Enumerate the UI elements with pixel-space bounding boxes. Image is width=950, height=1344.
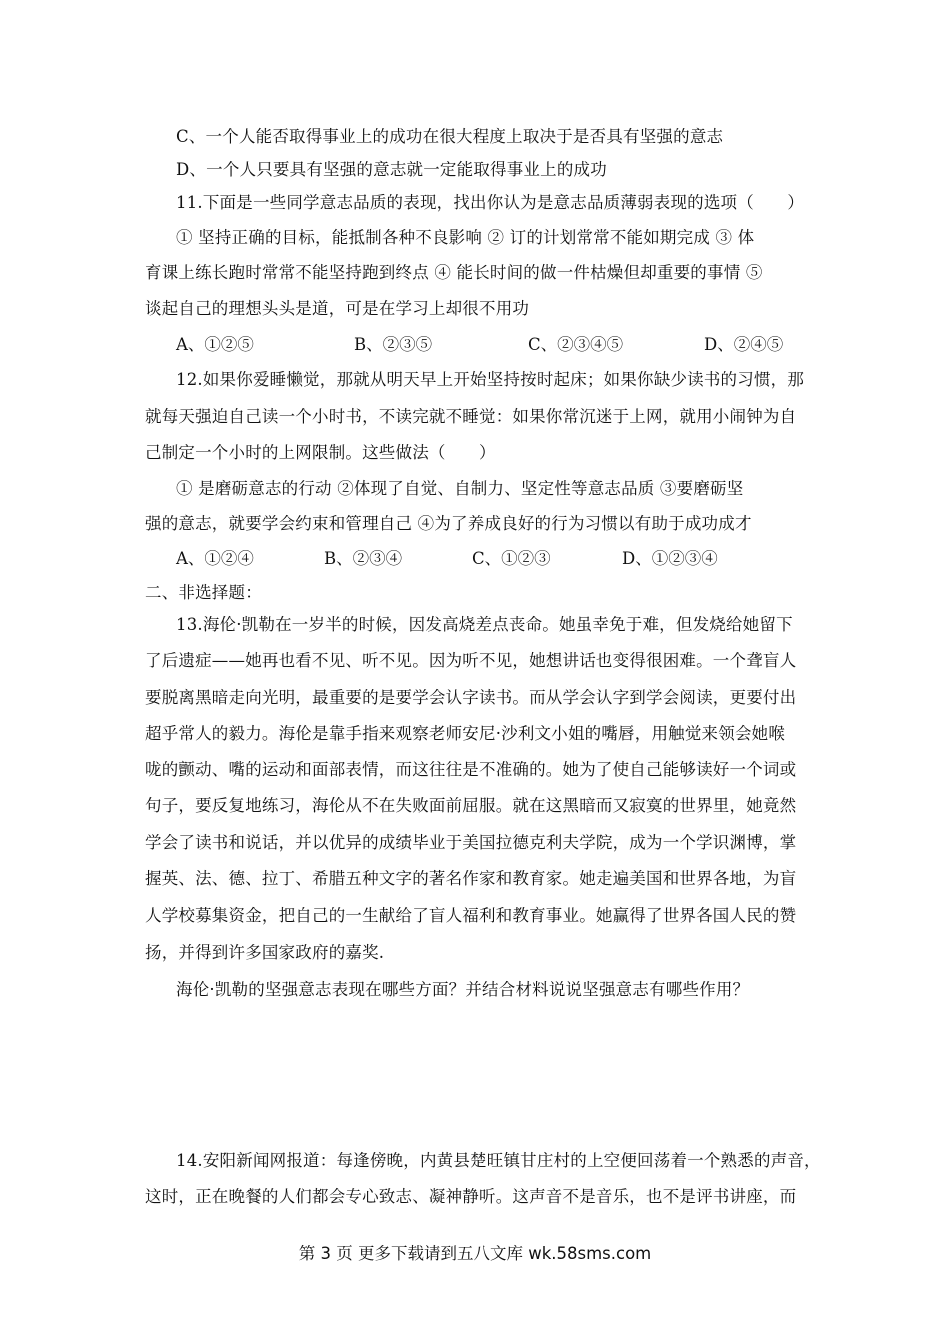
q14-material-line: 14.安阳新闻网报道：每逢傍晚，内黄县楚旺镇甘庄村的上空便回荡着一个熟悉的声音， <box>176 1151 821 1170</box>
q13-question: 海伦·凯勒的坚强意志表现在哪些方面？并结合材料说说坚强意志有哪些作用？ <box>176 980 750 999</box>
q13-material-line: 握英、法、德、拉丁、希腊五种文字的著名作家和教育家。她走遍美国和世界各地，为盲 <box>145 869 797 888</box>
q11-option-d: D、②④⑤ <box>704 335 784 354</box>
q11-option-a: A、①②⑤ <box>176 335 254 354</box>
q12-option-c: C、①②③ <box>472 549 551 568</box>
q13-material-line: 咙的颤动、嘴的运动和面部表情，而这往往是不准确的。她为了使自己能够读好一个词或 <box>145 760 797 779</box>
q12-stem-line: 12.如果你爱睡懒觉，那就从明天早上开始坚持按时起床；如果你缺少读书的习惯，那 <box>176 370 805 389</box>
q11-stem: 11.下面是一些同学意志品质的表现，找出你认为是意志品质薄弱表现的选项（ ） <box>176 193 805 212</box>
q12-statement-line: ① 是磨砺意志的行动 ②体现了自觉、自制力、坚定性等意志品质 ③要磨砺坚 <box>176 479 744 498</box>
q11-statement-line: ① 坚持正确的目标，能抵制各种不良影响 ② 订的计划常常不能如期完成 ③ 体 <box>176 228 755 247</box>
q12-option-b: B、②③④ <box>324 549 403 568</box>
q12-statement-line: 强的意志，就要学会约束和管理自己 ④为了养成良好的行为习惯以有助于成功成才 <box>145 514 752 533</box>
q12-option-d: D、①②③④ <box>622 549 718 568</box>
q12-stem-line: 就每天强迫自己读一个小时书，不读完就不睡觉：如果你常沉迷于上网，就用小闹钟为自 <box>145 407 797 426</box>
section-heading: 二、非选择题： <box>145 583 262 602</box>
q13-material-line: 扬，并得到许多国家政府的嘉奖. <box>145 943 385 962</box>
q11-statement-line: 谈起自己的理想头头是道，可是在学习上却很不用功 <box>145 299 530 318</box>
q13-material-line: 13.海伦·凯勒在一岁半的时候，因发高烧差点丧命。她虽幸免于难，但发烧给她留下 <box>176 615 793 634</box>
q13-material-line: 了后遗症——她再也看不见、听不见。因为听不见，她想讲话也变得很困难。一个聋盲人 <box>145 651 797 670</box>
q13-material-line: 人学校募集资金，把自己的一生献给了盲人福利和教育事业。她赢得了世界各国人民的赞 <box>145 906 797 925</box>
q10-option-d: D、一个人只要具有坚强的意志就一定能取得事业上的成功 <box>176 160 607 179</box>
q14-material-line: 这时，正在晚餐的人们都会专心致志、凝神静听。这声音不是音乐，也不是评书讲座，而 <box>145 1187 797 1206</box>
q11-option-c: C、②③④⑤ <box>528 335 624 354</box>
q11-option-b: B、②③⑤ <box>354 335 433 354</box>
q12-option-a: A、①②④ <box>176 549 254 568</box>
q13-material-line: 超乎常人的毅力。海伦是靠手指来观察老师安尼·沙利文小姐的嘴唇，用触觉来领会她喉 <box>145 724 786 743</box>
q10-option-c: C、一个人能否取得事业上的成功在很大程度上取决于是否具有坚强的意志 <box>176 127 724 146</box>
q11-statement-line: 育课上练长跑时常常不能坚持跑到终点 ④ 能长时间的做一件枯燥但却重要的事情 ⑤ <box>145 263 763 282</box>
q13-material-line: 学会了读书和说话，并以优异的成绩毕业于美国拉德克利夫学院，成为一个学识渊博，掌 <box>145 833 797 852</box>
q12-stem-line: 己制定一个小时的上网限制。这些做法（ ） <box>145 443 496 462</box>
q13-material-line: 要脱离黑暗走向光明，最重要的是要学会认字读书。而从学会认字到学会阅读，更要付出 <box>145 688 797 707</box>
q13-material-line: 句子，要反复地练习，海伦从不在失败面前屈服。就在这黑暗而又寂寞的世界里，她竟然 <box>145 796 797 815</box>
page-footer: 第 3 页 更多下载请到五八文库 wk.58sms.com <box>298 1244 652 1263</box>
